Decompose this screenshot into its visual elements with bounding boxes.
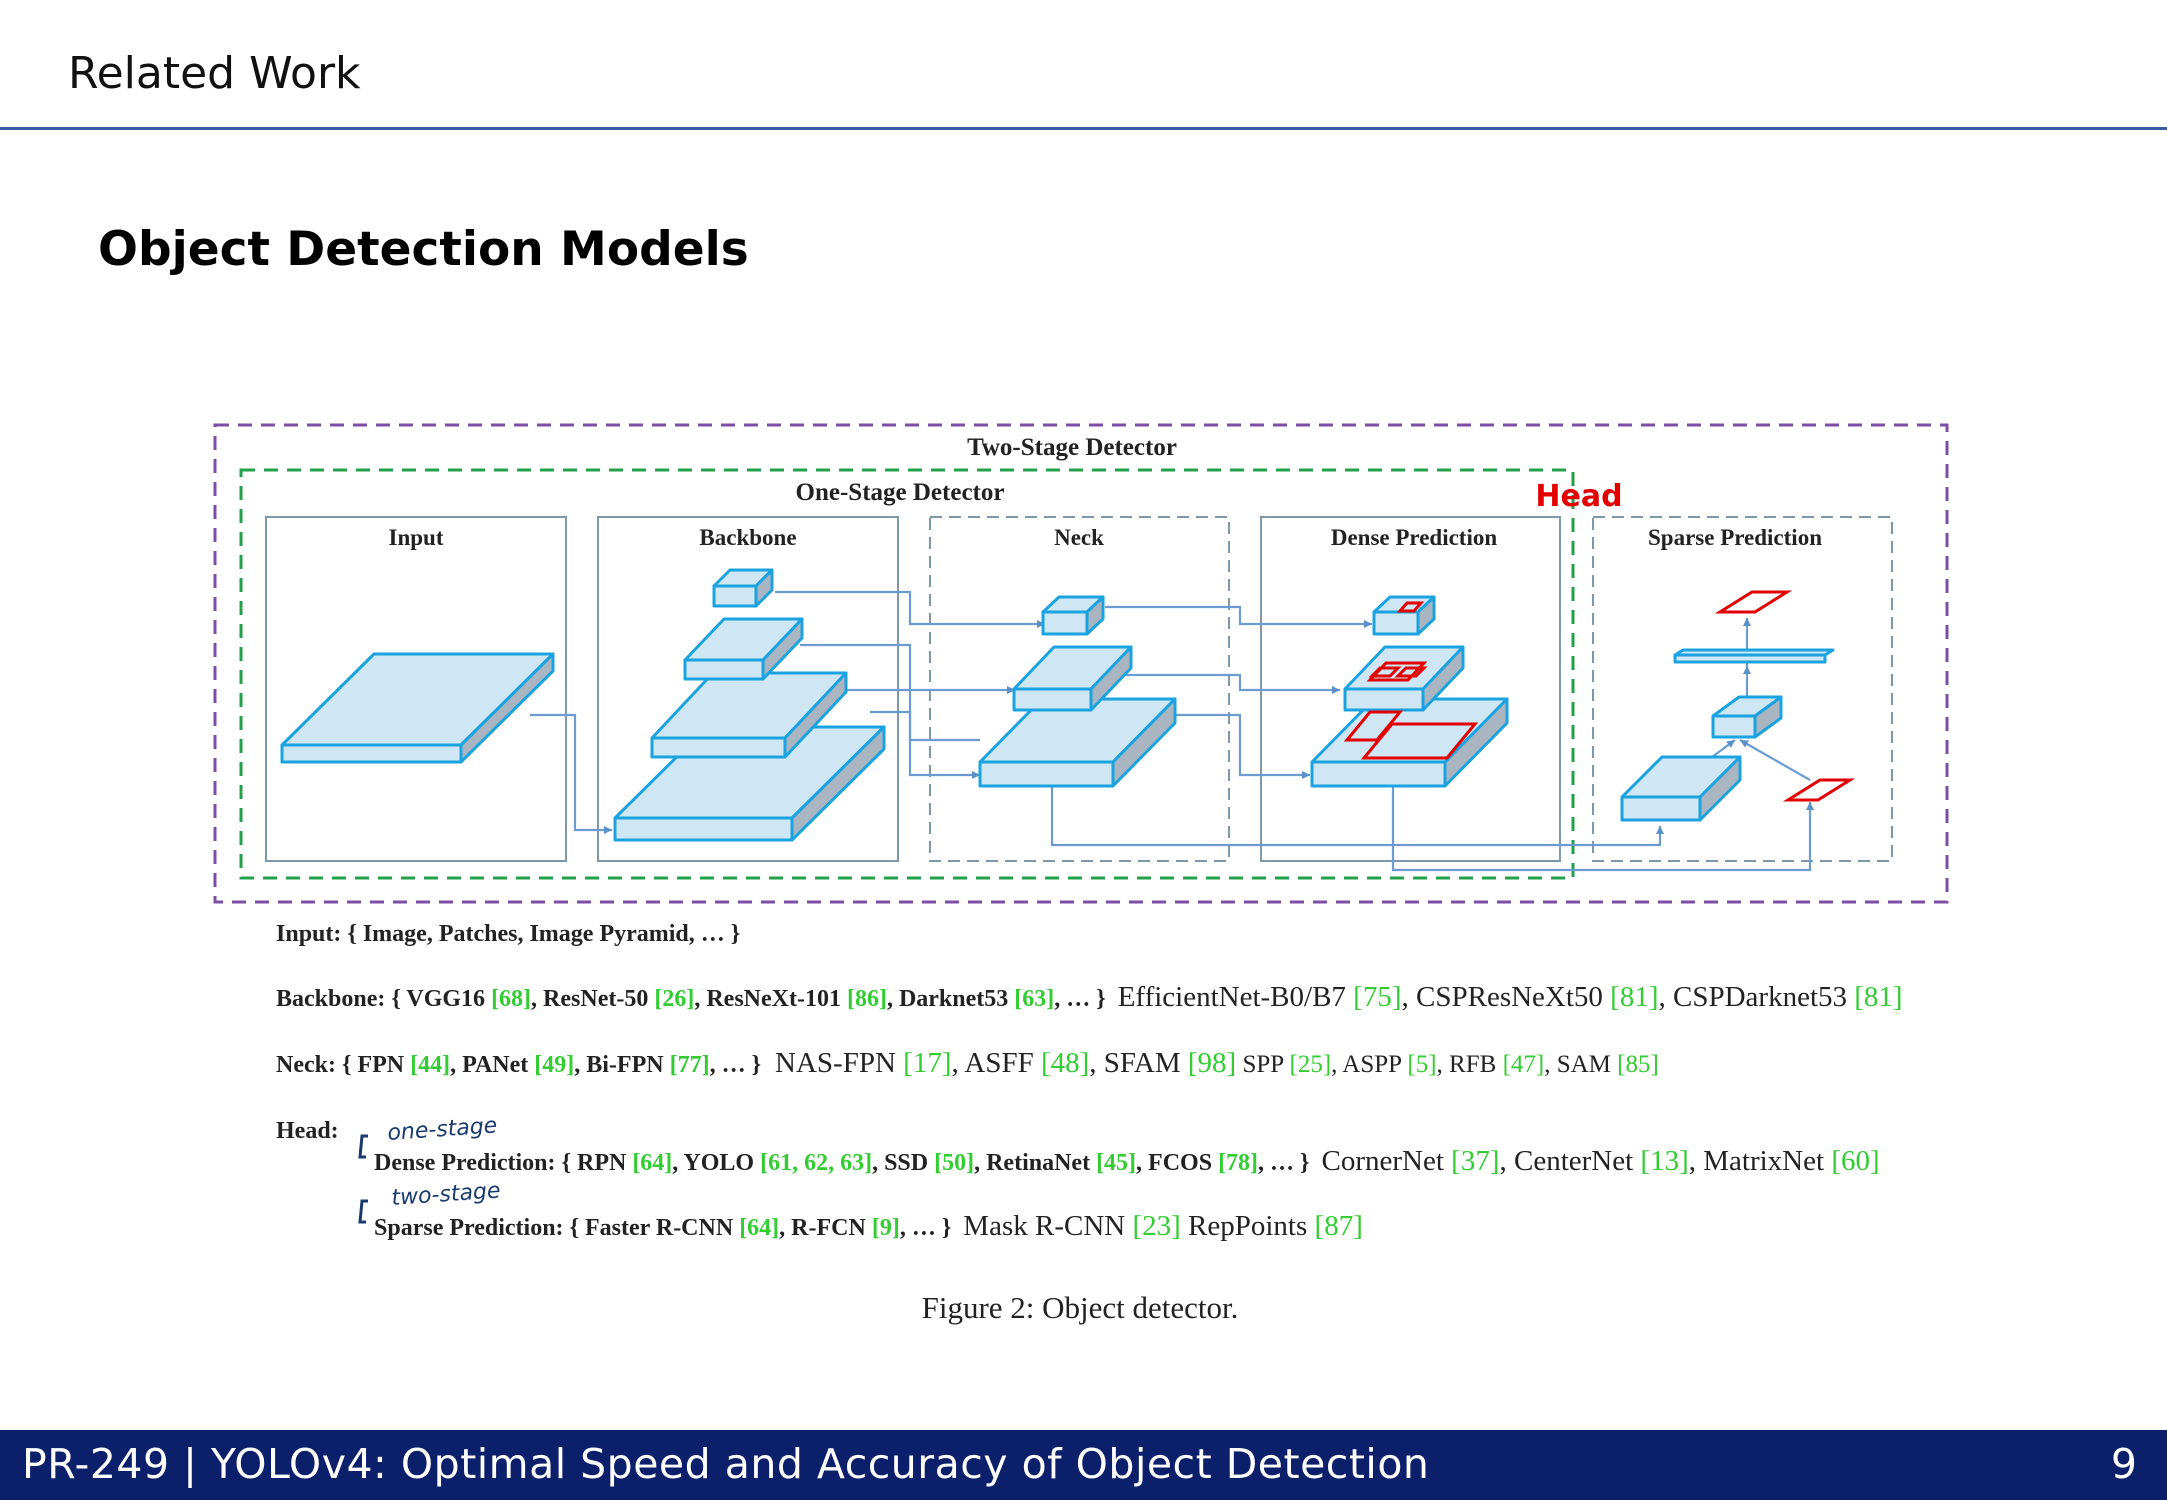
two-stage-label: Two-Stage Detector [967,434,1177,461]
legend-dense-line [374,1145,1880,1177]
legend-neck-part: { FPN [341,1052,411,1078]
page-number: 9 [2110,1440,2137,1488]
ref-citation: [17] [903,1047,952,1079]
ref-citation: [25] [1289,1051,1332,1078]
legend-backbone-part: { VGG16 [391,986,492,1012]
legend-neck-line [276,1047,1659,1079]
legend-neck-label: Neck: [276,1052,336,1078]
legend-neck-part: , PANet [450,1052,535,1078]
input-feature-block [282,654,553,762]
footer-title: PR-249 | YOLOv4: Optimal Speed and Accuracy of Object Detection [22,1440,1430,1488]
ref-citation: [64] [739,1215,780,1241]
ref-citation: [47] [1502,1051,1545,1078]
neck-block-1 [1043,597,1103,634]
legend-dense-part: , RetinaNet [974,1150,1097,1176]
legend-neck-extra: , RFB [1436,1051,1503,1078]
input-stage-label: Input [388,525,444,550]
ref-citation: [60] [1831,1145,1880,1177]
sparse-block-base [1622,757,1740,820]
sparse-stage-label: Sparse Prediction [1648,525,1822,550]
ref-citation: [45] [1096,1150,1137,1176]
two-stage-note: two-stage [390,1178,502,1211]
ref-citation: [78] [1218,1150,1259,1176]
ref-citation: [5] [1407,1051,1437,1078]
dense-block-1 [1374,597,1434,634]
slide-header-title: Related Work [68,48,361,99]
section-title: Object Detection Models [98,222,749,277]
legend-neck-extra: , ASPP [1331,1051,1408,1078]
figure-caption: Figure 2: Object detector. [921,1290,1239,1325]
ref-citation: [85] [1617,1051,1659,1078]
one-stage-label: One-Stage Detector [795,479,1005,506]
ref-citation: [49] [534,1052,575,1078]
legend-head-label: Head: [276,1118,339,1144]
legend-dense-extra: , CenterNet [1499,1145,1641,1177]
legend-backbone-part: , Darknet53 [886,986,1015,1012]
ref-citation: [26] [654,986,695,1012]
legend-sparse-line [374,1210,1363,1242]
legend-sparse-part: Sparse Prediction: { Faster R-CNN [374,1215,740,1241]
legend-neck-extra: , ASFF [951,1047,1041,1079]
slide-footer [0,1430,2167,1500]
legend-backbone-extra: , CSPDarknet53 [1658,981,1855,1013]
legend-neck-extra: NAS-FPN [775,1047,904,1079]
ref-citation: [68] [491,986,532,1012]
backbone-stage-label: Backbone [699,525,797,550]
sparse-block-small [1713,697,1781,737]
legend-dense-extra: CornerNet [1321,1145,1452,1177]
ref-citation: [61, 62, 63] [760,1150,873,1176]
legend-dense-part: , SSD [872,1150,935,1176]
one-stage-bracket [360,1136,368,1157]
ref-citation: [37] [1451,1145,1500,1177]
ref-citation: [44] [410,1052,451,1078]
ref-citation: [98] [1187,1047,1237,1079]
dense-stage-label: Dense Prediction [1330,525,1498,550]
legend-backbone-part: , ResNet-50 [531,986,655,1012]
legend-dense-part: Dense Prediction: { RPN [374,1150,633,1176]
backbone-block-2 [685,619,802,679]
legend-backbone-label: Backbone: [276,986,386,1012]
legend-neck-extra: SPP [1236,1051,1290,1078]
backbone-block-1 [714,570,772,606]
ref-citation: [77] [669,1052,710,1078]
legend-backbone-extra: , CSPResNeXt50 [1401,981,1611,1013]
legend-backbone-line [276,981,1903,1013]
component-legend [276,921,1903,1325]
ref-citation: [87] [1314,1210,1363,1242]
ref-citation: [9] [871,1215,900,1241]
legend-dense-extra: , MatrixNet [1688,1145,1832,1177]
neck-block-3 [980,699,1175,786]
feature-map-blocks [282,570,1833,840]
legend-sparse-part: , … } [899,1215,952,1241]
head-label: Head [1535,479,1623,514]
legend-sparse-extra: Mask R-CNN [963,1210,1133,1242]
legend-input-label: Input: [276,921,342,947]
ref-citation: [64] [632,1150,673,1176]
sparse-flat-vector [1675,650,1833,662]
legend-neck-extra: , SFAM [1089,1047,1188,1079]
two-stage-bracket [360,1201,368,1222]
ref-citation: [75] [1353,981,1402,1013]
ref-citation: [81] [1610,981,1659,1013]
ref-citation: [13] [1640,1145,1689,1177]
legend-sparse-part: , R-FCN [779,1215,872,1241]
ref-citation: [50] [934,1150,975,1176]
legend-neck-part: , … } [709,1052,762,1078]
legend-dense-part: , YOLO [672,1150,761,1176]
ref-citation: [63] [1014,986,1055,1012]
ref-citation: [23] [1132,1210,1181,1242]
ref-citation: [48] [1040,1047,1090,1079]
legend-dense-part: , … } [1258,1150,1310,1176]
legend-neck-extra: , SAM [1544,1051,1618,1078]
legend-backbone-part: , ResNeXt-101 [694,986,847,1012]
legend-neck-part: , Bi-FPN [574,1052,670,1078]
legend-input-text: { Image, Patches, Image Pyramid, … } [341,921,741,947]
one-stage-note: one-stage [386,1113,499,1146]
legend-backbone-extra: EfficientNet-B0/B7 [1117,981,1354,1013]
ref-citation: [86] [846,986,887,1012]
dense-block-3 [1312,699,1507,786]
legend-input-line [276,921,740,947]
ref-citation: [81] [1854,981,1903,1013]
legend-sparse-extra: RepPoints [1180,1210,1315,1242]
neck-stage-label: Neck [1054,525,1104,550]
legend-backbone-part: , … } [1054,986,1106,1012]
legend-dense-part: , FCOS [1136,1150,1219,1176]
